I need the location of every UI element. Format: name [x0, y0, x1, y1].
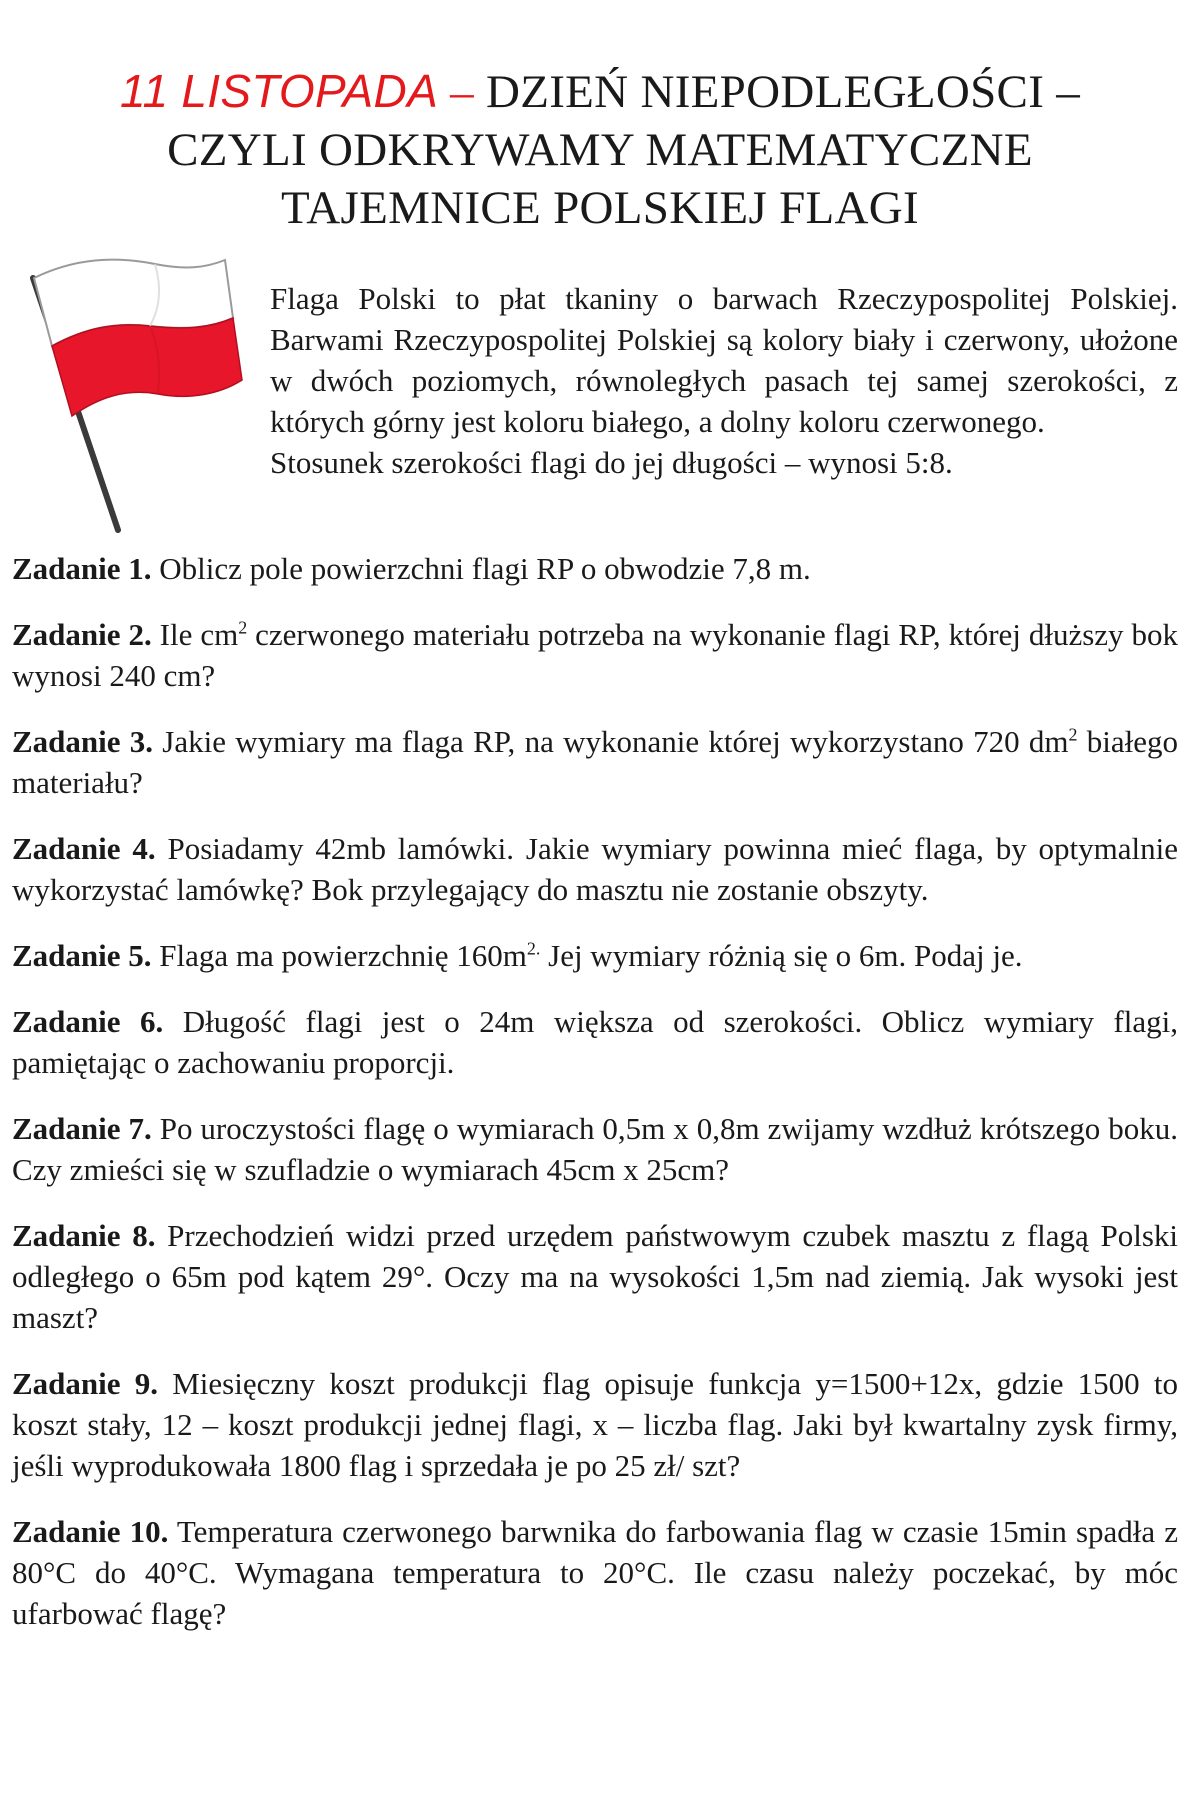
- task-10: [12, 1511, 1178, 1634]
- task-text: Flaga ma powierzchnię 160m: [151, 938, 527, 973]
- title-dash: –: [450, 66, 474, 118]
- task-superscript: 2.: [526, 938, 541, 959]
- task-label: Zadanie 2.: [12, 617, 152, 652]
- task-text: Oblicz pole powierzchni flagi RP o obwodzie 7,8 m.: [151, 551, 811, 586]
- title-line-3: TAJEMNICE POLSKIEJ FLAGI: [281, 182, 919, 234]
- task-label: Zadanie 8.: [12, 1218, 156, 1253]
- task-label: Zadanie 5.: [12, 938, 152, 973]
- task-text: Jej wymiary różnią się o 6m. Podaj je.: [540, 938, 1023, 973]
- task-7: [12, 1108, 1178, 1190]
- task-label: Zadanie 7.: [12, 1111, 152, 1146]
- title-date: 11 LISTOPADA: [119, 65, 439, 117]
- task-text: Posiadamy 42mb lamówki. Jakie wymiary powinna mieć flaga, by optymalnie wykorzystać lamówkę? Bok przylegający do masztu nie zostanie obszyty.: [12, 831, 1178, 907]
- task-2: [12, 614, 1178, 696]
- title-line-1: [60, 62, 1140, 121]
- task-4: [12, 828, 1178, 910]
- task-superscript: 2: [238, 617, 248, 638]
- task-text: Ile cm: [151, 617, 239, 652]
- task-text: Przechodzień widzi przed urzędem państwowym czubek masztu z flagą Polski odległego o 65m pod kątem 29°. Oczy ma na wysokości 1,5m nad ziemią. Jak wysoki jest maszt?: [12, 1218, 1178, 1335]
- intro-paragraph: Flaga Polski to płat tkaniny o barwach Rzeczypospolitej Polskiej. Barwami Rzeczypospolitej Polskiej są kolory biały i czerwony, ułożone w dwóch poziomych, równoległych pasach tej samej szerokości, z których górny jest koloru białego, a dolny koloru czerwonego.: [270, 281, 1178, 439]
- task-label: Zadanie 9.: [12, 1366, 159, 1401]
- task-text: Temperatura czerwonego barwnika do farbowania flag w czasie 15min spadła z 80°C do 40°C. Wymagana temperatura to 20°C. Ile czasu należy poczekać, by móc ufarbować flagę?: [12, 1514, 1178, 1631]
- task-superscript: 2: [1068, 724, 1078, 745]
- task-text: czerwonego materiału potrzeba na wykonanie flagi RP, której dłuższy bok wynosi 240 cm?: [12, 617, 1178, 693]
- task-text: Długość flagi jest o 24m większa od szerokości. Oblicz wymiary flagi, pamiętając o zachowaniu proporcji.: [12, 1004, 1178, 1080]
- polish-flag-illustration: [20, 248, 250, 538]
- task-8: [12, 1215, 1178, 1338]
- task-label: Zadanie 6.: [12, 1004, 164, 1039]
- flag-red-band: [52, 318, 242, 416]
- polish-flag-icon: [20, 248, 250, 538]
- task-6: [12, 1001, 1178, 1083]
- task-text: Miesięczny koszt produkcji flag opisuje funkcja y=1500+12x, gdzie 1500 to koszt stały, 12 – koszt produkcji jednej flagi, x – liczba flag. Jaki był kwartalny zysk firmy, jeśli wyprodukowała 1800 flag i sprzedała je po 25 zł/ szt?: [12, 1366, 1179, 1483]
- intro-ratio: Stosunek szerokości flagi do jej długości – wynosi 5:8.: [270, 445, 953, 480]
- task-label: Zadanie 10.: [12, 1514, 169, 1549]
- task-label: Zadanie 1.: [12, 551, 152, 586]
- task-3: [12, 721, 1178, 803]
- task-text: Po uroczystości flagę o wymiarach 0,5m x 0,8m zwijamy wzdłuż krótszego boku. Czy zmieści się w szufladzie o wymiarach 45cm x 25cm?: [12, 1111, 1178, 1187]
- task-text: Jakie wymiary ma flaga RP, na wykonanie której wykorzystano 720 dm: [153, 724, 1069, 759]
- intro-text: [270, 278, 1178, 483]
- task-5: [12, 935, 1178, 976]
- title-line-2: CZYLI ODKRYWAMY MATEMATYCZNE: [167, 124, 1033, 176]
- task-9: [12, 1363, 1178, 1486]
- task-1: [12, 548, 1178, 589]
- task-list: [12, 548, 1178, 1659]
- task-text: białego materiału?: [12, 724, 1178, 800]
- title-holiday: DZIEŃ NIEPODLEGŁOŚCI –: [473, 66, 1081, 118]
- task-label: Zadanie 3.: [12, 724, 154, 759]
- task-label: Zadanie 4.: [12, 831, 156, 866]
- page-title: [60, 62, 1140, 237]
